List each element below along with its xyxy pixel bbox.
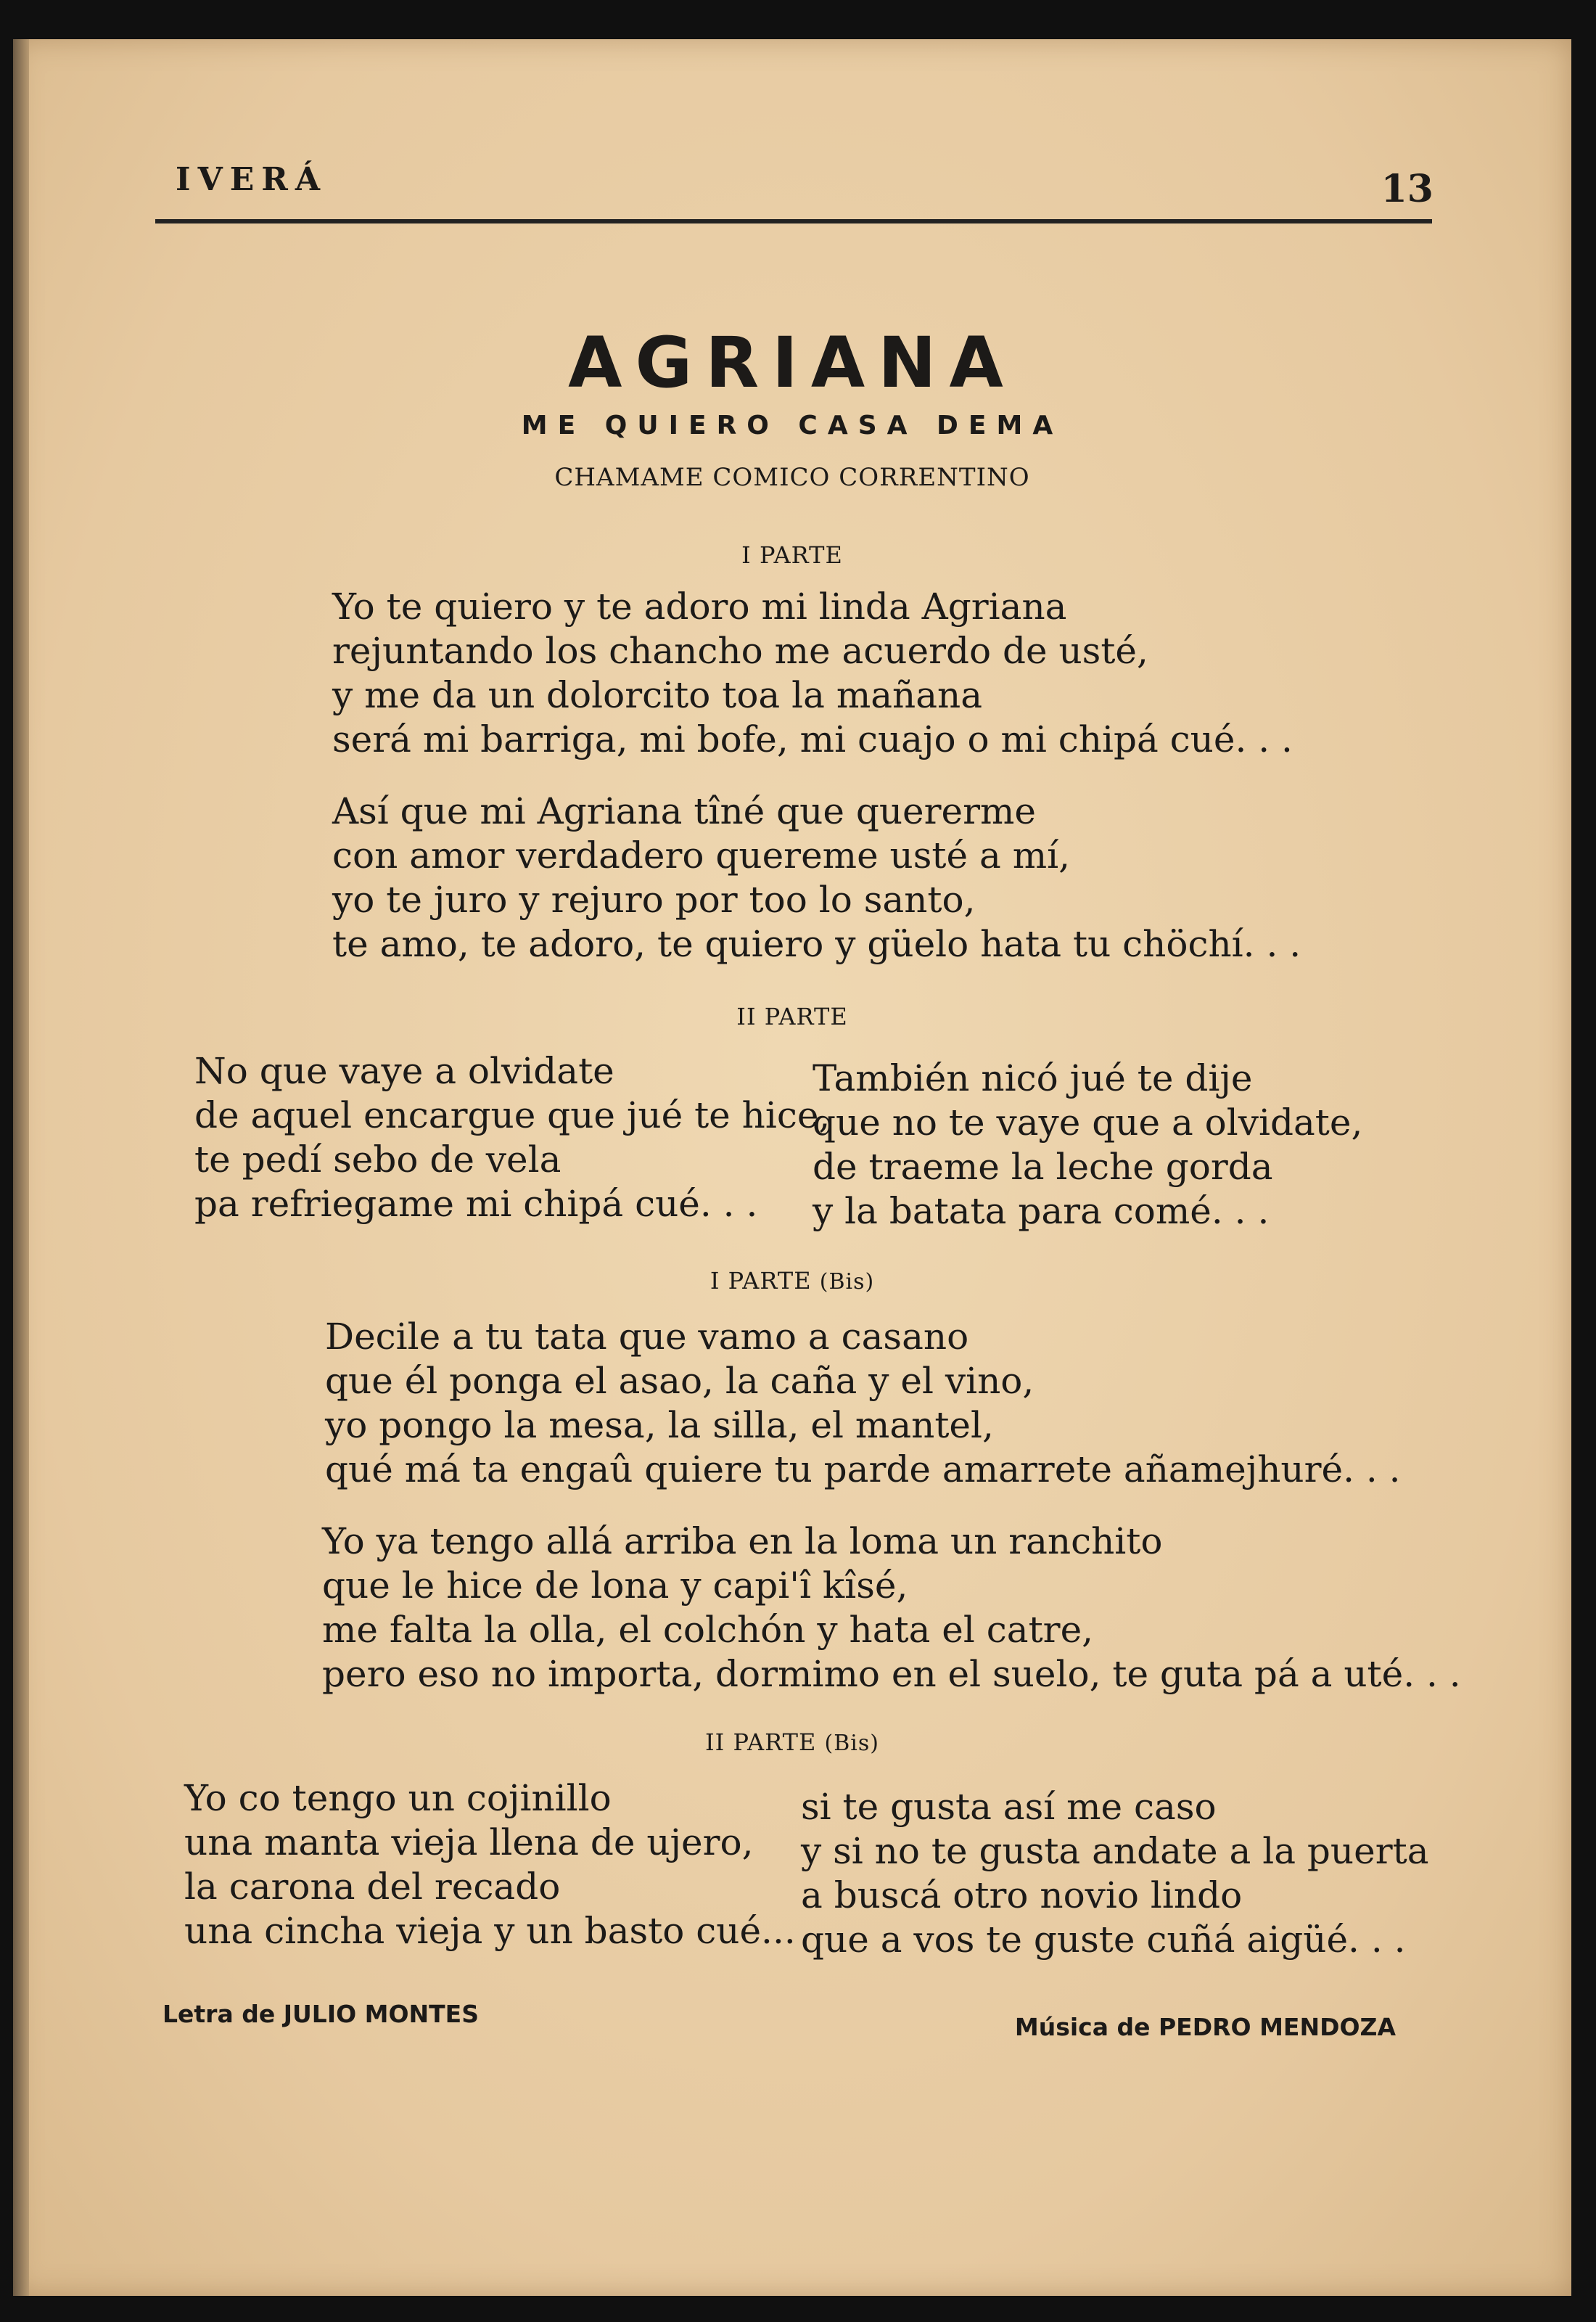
- verse-line: Yo co tengo un cojinillo: [184, 1777, 612, 1819]
- verse-line: Yo ya tengo allá arriba en la loma un ranchito: [322, 1520, 1163, 1562]
- verse-line: que le hice de lona y capi'î kîsé,: [322, 1564, 908, 1607]
- stanza-part2-bis-left: [184, 1776, 796, 1953]
- song-title: AGRIANA: [568, 322, 1016, 403]
- verse-line: te amo, te adoro, te quiero y güelo hata tu chöchí. . .: [332, 923, 1301, 965]
- verse-line: Decile a tu tata que vamo a casano: [325, 1316, 969, 1358]
- stanza-part2-right: [813, 1057, 1362, 1234]
- stanza-part2-left: [194, 1049, 830, 1226]
- verse-line: qué má ta engaû quiere tu parde amarrete añamejhuré. . .: [325, 1448, 1401, 1490]
- verse-line: una manta vieja llena de ujero,: [184, 1821, 754, 1863]
- section-heading-part1: I PARTE: [741, 541, 843, 569]
- verse-line: Así que mi Agriana tîné que quererme: [332, 790, 1037, 832]
- lyrics-credit-author: JULIO MONTES: [283, 2000, 479, 2028]
- music-credit: [1015, 2013, 1396, 2041]
- verse-line: No que vaye a olvidate: [194, 1050, 614, 1092]
- stanza-part1-bis-2: [322, 1519, 1461, 1697]
- verse-line: con amor verdadero quereme usté a mí,: [332, 834, 1070, 877]
- verse-line: y me da un dolorcito toa la mañana: [332, 674, 983, 716]
- lyrics-credit: [163, 2000, 479, 2028]
- section-heading-part1-bis: [13, 1267, 1571, 1295]
- verse-line: yo te juro y rejuro por too lo santo,: [332, 879, 976, 921]
- verse-line: Yo te quiero y te adoro mi linda Agriana: [332, 586, 1067, 628]
- verse-line: de traeme la leche gorda: [813, 1146, 1273, 1188]
- section-heading-label: I PARTE: [709, 1267, 812, 1295]
- song-subtitle: ME QUIERO CASA DEMA: [521, 411, 1064, 440]
- verse-line: te pedí sebo de vela: [194, 1139, 562, 1181]
- section-heading-suffix: (Bis): [824, 1731, 879, 1756]
- verse-line: pa refriegame mi chipá cué. . .: [194, 1183, 758, 1225]
- verse-line: yo pongo la mesa, la silla, el mantel,: [325, 1404, 994, 1446]
- verse-line: si te gusta así me caso: [801, 1786, 1217, 1828]
- verse-line: y si no te gusta andate a la puerta: [801, 1830, 1429, 1872]
- book-page: [13, 39, 1571, 2296]
- verse-line: será mi barriga, mi bofe, mi cuajo o mi chipá cué. . .: [332, 718, 1293, 760]
- verse-line: rejuntando los chancho me acuerdo de usté,: [332, 630, 1148, 672]
- verse-line: También nicó jué te dije: [813, 1057, 1253, 1099]
- verse-line: me falta la olla, el colchón y hata el catre,: [322, 1609, 1094, 1651]
- section-heading-suffix: (Bis): [819, 1269, 875, 1295]
- verse-line: la carona del recado: [184, 1866, 561, 1908]
- music-credit-prefix: Música de: [1014, 2013, 1151, 2041]
- section-heading-part2-bis: [13, 1728, 1571, 1756]
- stanza-part2-bis-right: [801, 1785, 1429, 1962]
- verse-line: de aquel encargue que jué te hice,: [194, 1094, 831, 1136]
- stanza-part1-2: [332, 789, 1301, 967]
- verse-line: que no te vaye que a olvidate,: [813, 1101, 1363, 1144]
- verse-line: pero eso no importa, dormimo en el suelo, te guta pá a uté. . .: [322, 1653, 1461, 1695]
- song-genre: CHAMAME COMICO CORRENTINO: [554, 463, 1030, 492]
- verse-line: una cincha vieja y un basto cué...: [184, 1910, 796, 1952]
- section-heading-label: II PARTE: [704, 1728, 817, 1756]
- stanza-part1-bis-1: [325, 1315, 1401, 1492]
- section-heading-part2: II PARTE: [736, 1003, 848, 1030]
- page-number: 13: [1381, 167, 1433, 211]
- music-credit-author: PEDRO MENDOZA: [1159, 2013, 1396, 2041]
- verse-line: y la batata para comé. . .: [813, 1190, 1270, 1232]
- lyrics-credit-prefix: Letra de: [163, 2000, 276, 2028]
- header-rule: [155, 219, 1432, 223]
- verse-line: que a vos te guste cuñá aigüé. . .: [801, 1919, 1406, 1961]
- stanza-part1-1: [332, 585, 1293, 762]
- running-head: IVERÁ: [176, 161, 327, 198]
- verse-line: que él ponga el asao, la caña y el vino,: [325, 1360, 1034, 1402]
- verse-line: a buscá otro novio lindo: [801, 1874, 1243, 1916]
